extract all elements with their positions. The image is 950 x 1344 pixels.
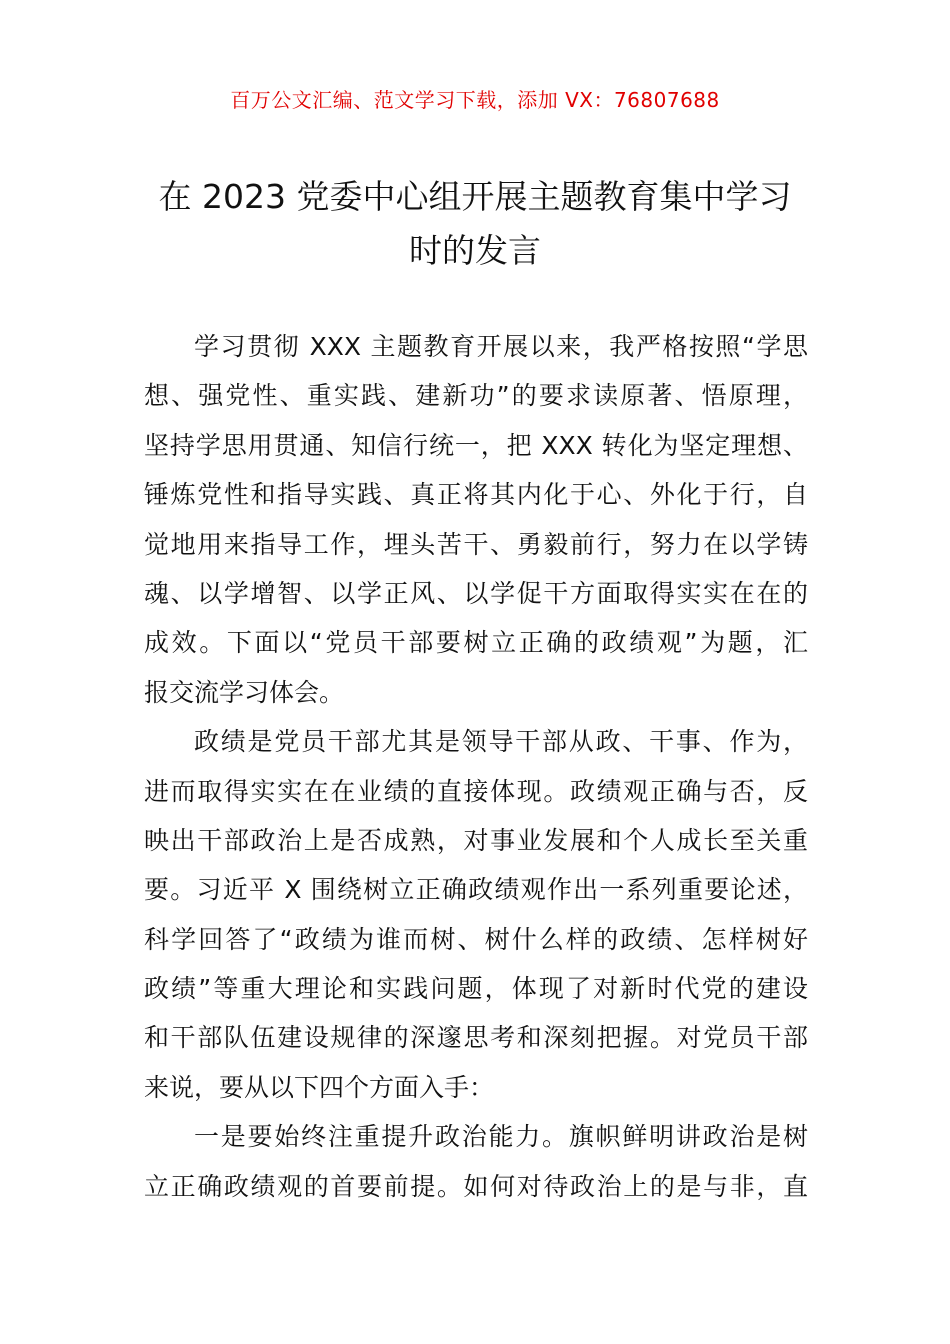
paragraph-line: 觉地用来指导工作，埋头苦干、勇毅前行，努力在以学铸 bbox=[144, 529, 808, 559]
paragraph-line: 政绩”等重大理论和实践问题，体现了对新时代党的建设 bbox=[144, 974, 808, 1004]
paragraph-line: 锤炼党性和指导实践、真正将其内化于心、外化于行，自 bbox=[144, 480, 808, 510]
watermark-header: 百万公文汇编、范文学习下载，添加 VX：76807688 bbox=[230, 88, 720, 112]
title-line-1: 在 2023 党委中心组开展主题教育集中学习 bbox=[158, 177, 792, 216]
paragraph-line: 学习贯彻 XXX 主题教育开展以来，我严格按照“学思 bbox=[194, 332, 808, 361]
paragraph-3 bbox=[144, 1112, 808, 1211]
paragraph-line: 来说，要从以下四个方面入手： bbox=[144, 1072, 495, 1102]
paragraph-line: 魂、以学增智、以学正风、以学促干方面取得实实在在的 bbox=[144, 578, 808, 608]
document-body bbox=[144, 322, 808, 1211]
paragraph-1 bbox=[144, 322, 808, 717]
title-line-2: 时的发言 bbox=[409, 231, 541, 270]
document-title bbox=[130, 170, 820, 278]
paragraph-line: 报交流学习体会。 bbox=[144, 677, 345, 707]
paragraph-line: 进而取得实实在在业绩的直接体现。政绩观正确与否，反 bbox=[144, 776, 808, 806]
paragraph-line: 立正确政绩观的首要前提。如何对待政治上的是与非，直 bbox=[144, 1171, 808, 1201]
paragraph-line: 要。习近平 X 围绕树立正确政绩观作出一系列重要论述， bbox=[144, 875, 808, 905]
paragraph-line: 一是要始终注重提升政治能力。旗帜鲜明讲政治是树 bbox=[194, 1122, 808, 1152]
paragraph-line: 坚持学思用贯通、知信行统一，把 XXX 转化为坚定理想、 bbox=[144, 430, 808, 460]
paragraph-2 bbox=[144, 717, 808, 1112]
paragraph-line: 想、强党性、重实践、建新功”的要求读原著、悟原理， bbox=[144, 381, 808, 411]
paragraph-line: 和干部队伍建设规律的深邃思考和深刻把握。对党员干部 bbox=[144, 1023, 808, 1053]
paragraph-line: 科学回答了“政绩为谁而树、树什么样的政绩、怎样树好 bbox=[144, 924, 808, 954]
paragraph-line: 映出干部政治上是否成熟，对事业发展和个人成长至关重 bbox=[144, 825, 808, 855]
paragraph-line: 成效。下面以“党员干部要树立正确的政绩观”为题，汇 bbox=[144, 628, 808, 658]
paragraph-line: 政绩是党员干部尤其是领导干部从政、干事、作为， bbox=[194, 727, 808, 757]
